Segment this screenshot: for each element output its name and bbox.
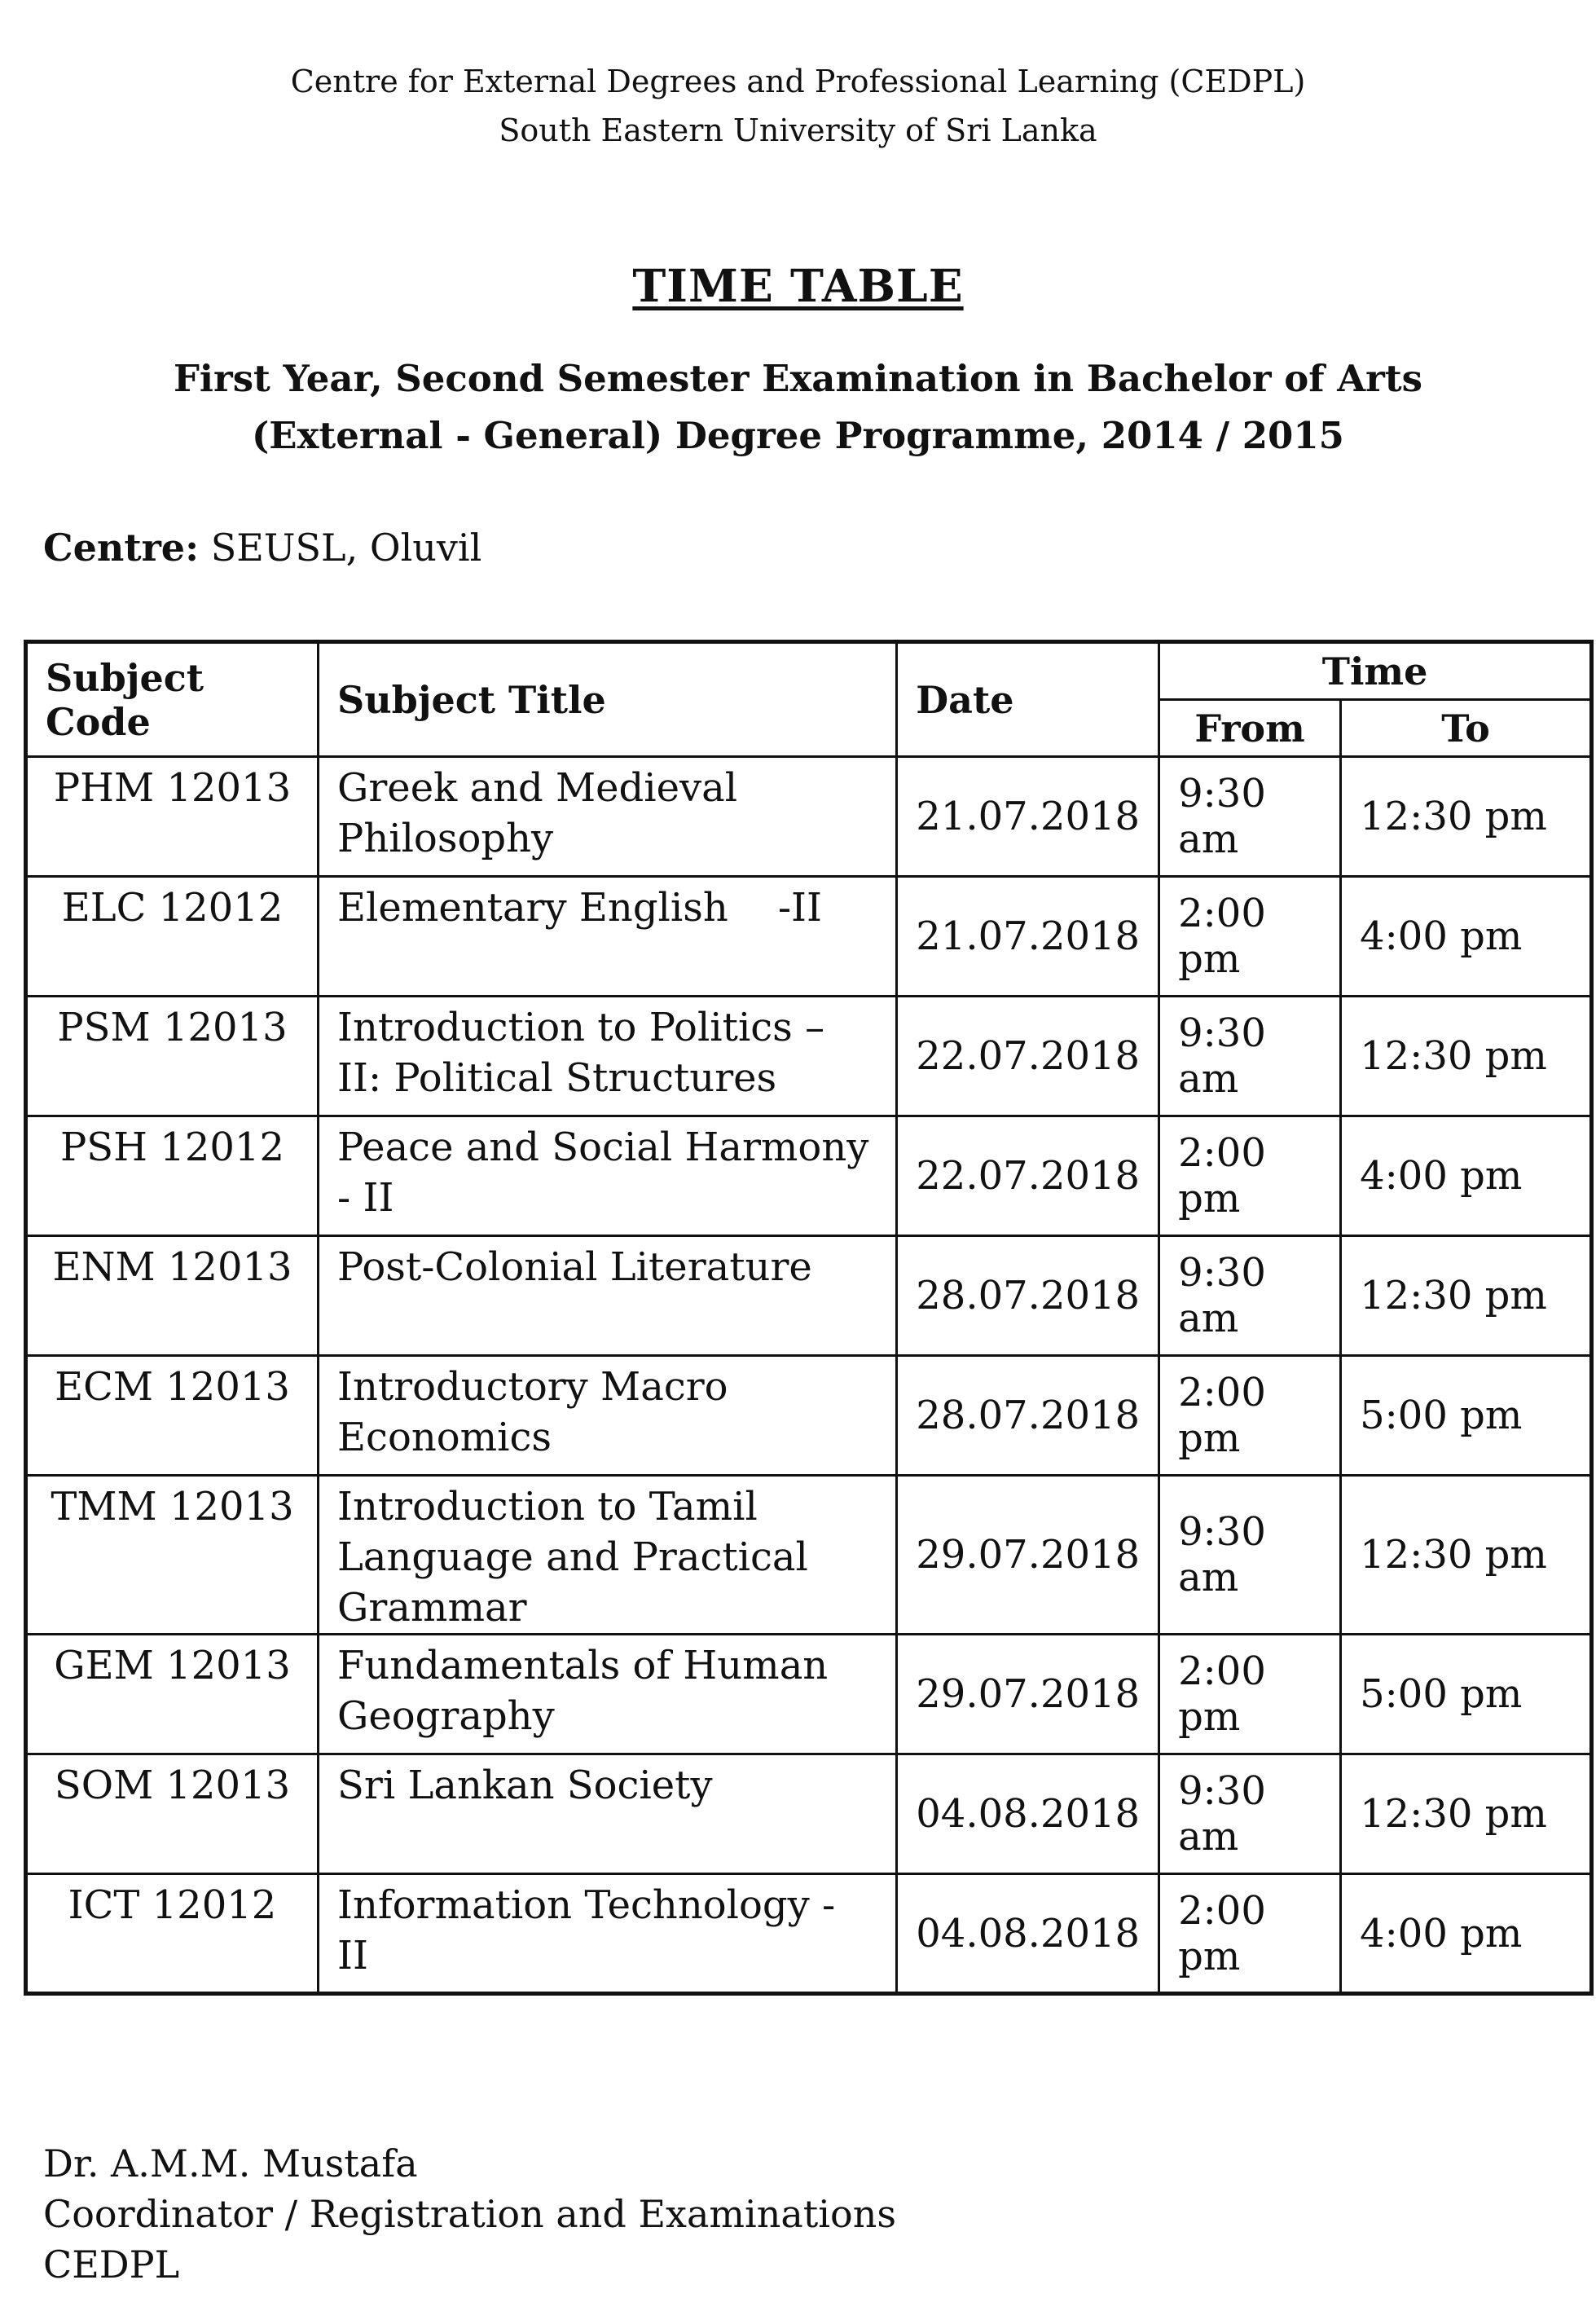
time-from-cell: 9:30 am bbox=[1159, 757, 1341, 877]
subject-code-cell: PSH 12012 bbox=[26, 1116, 319, 1236]
header-subject-code: Subject Code bbox=[26, 642, 319, 757]
table-row bbox=[26, 997, 1592, 1116]
subject-title-cell: Introductory Macro Economics bbox=[319, 1356, 897, 1476]
page-title: TIME TABLE bbox=[632, 259, 964, 312]
subject-code-cell: GEM 12013 bbox=[26, 1635, 319, 1754]
subject-title-cell: Fundamentals of Human Geography bbox=[319, 1635, 897, 1754]
date-cell: 29.07.2018 bbox=[897, 1476, 1159, 1635]
table-row bbox=[26, 1476, 1592, 1635]
header-from: From bbox=[1159, 700, 1341, 757]
exam-subtitle-line1: First Year, Second Semester Examination in Bachelor of Arts bbox=[173, 357, 1423, 400]
institution-name: Centre for External Degrees and Professional Learning (CEDPL) bbox=[290, 64, 1306, 99]
date-cell: 22.07.2018 bbox=[897, 1116, 1159, 1236]
time-from-cell: 2:00 pm bbox=[1159, 1635, 1341, 1754]
university-name: South Eastern University of Sri Lanka bbox=[499, 112, 1097, 148]
time-to-cell: 12:30 pm bbox=[1341, 757, 1592, 877]
date-cell: 04.08.2018 bbox=[897, 1874, 1159, 1994]
date-cell: 22.07.2018 bbox=[897, 997, 1159, 1116]
header-to: To bbox=[1341, 700, 1592, 757]
time-to-cell: 4:00 pm bbox=[1341, 1116, 1592, 1236]
centre-label: Centre: bbox=[43, 526, 200, 570]
time-to-cell: 4:00 pm bbox=[1341, 877, 1592, 997]
table-row bbox=[26, 757, 1592, 877]
subject-title-cell: Sri Lankan Society bbox=[319, 1754, 897, 1874]
centre-line bbox=[43, 526, 481, 570]
time-to-cell: 4:00 pm bbox=[1341, 1874, 1592, 1994]
subject-title-cell: Information Technology - II bbox=[319, 1874, 897, 1994]
signatory-name: Dr. A.M.M. Mustafa bbox=[43, 2141, 418, 2185]
subject-code-cell: TMM 12013 bbox=[26, 1476, 319, 1635]
time-to-cell: 12:30 pm bbox=[1341, 1754, 1592, 1874]
date-cell: 21.07.2018 bbox=[897, 757, 1159, 877]
subject-title-cell: Introduction to Politics – II: Political Structures bbox=[319, 997, 897, 1116]
header-time: Time bbox=[1159, 642, 1592, 700]
date-cell: 29.07.2018 bbox=[897, 1635, 1159, 1754]
table-row bbox=[26, 1356, 1592, 1476]
time-from-cell: 2:00 pm bbox=[1159, 877, 1341, 997]
table-row bbox=[26, 1874, 1592, 1994]
subject-code-cell: ENM 12013 bbox=[26, 1236, 319, 1356]
exam-subtitle-line2: (External - General) Degree Programme, 2014 / 2015 bbox=[252, 414, 1344, 457]
time-to-cell: 5:00 pm bbox=[1341, 1635, 1592, 1754]
time-to-cell: 12:30 pm bbox=[1341, 1236, 1592, 1356]
subject-title-cell: Peace and Social Harmony - II bbox=[319, 1116, 897, 1236]
signatory-unit: CEDPL bbox=[43, 2243, 180, 2287]
time-from-cell: 2:00 pm bbox=[1159, 1116, 1341, 1236]
table-row bbox=[26, 1635, 1592, 1754]
time-from-cell: 9:30 am bbox=[1159, 1754, 1341, 1874]
time-to-cell: 5:00 pm bbox=[1341, 1356, 1592, 1476]
subject-code-cell: ICT 12012 bbox=[26, 1874, 319, 1994]
time-from-cell: 2:00 pm bbox=[1159, 1356, 1341, 1476]
time-to-cell: 12:30 pm bbox=[1341, 1476, 1592, 1635]
time-to-cell: 12:30 pm bbox=[1341, 997, 1592, 1116]
table-row bbox=[26, 877, 1592, 997]
table-row bbox=[26, 1116, 1592, 1236]
subject-code-cell: SOM 12013 bbox=[26, 1754, 319, 1874]
date-cell: 28.07.2018 bbox=[897, 1356, 1159, 1476]
date-cell: 28.07.2018 bbox=[897, 1236, 1159, 1356]
subject-title-cell: Greek and Medieval Philosophy bbox=[319, 757, 897, 877]
date-cell: 21.07.2018 bbox=[897, 877, 1159, 997]
time-from-cell: 9:30 am bbox=[1159, 1236, 1341, 1356]
centre-value: SEUSL, Oluvil bbox=[210, 526, 482, 570]
subject-code-cell: PHM 12013 bbox=[26, 757, 319, 877]
subject-title-cell: Post-Colonial Literature bbox=[319, 1236, 897, 1356]
table-row bbox=[26, 1236, 1592, 1356]
signatory-designation: Coordinator / Registration and Examinations bbox=[43, 2192, 896, 2236]
table-row bbox=[26, 1754, 1592, 1874]
subject-title-cell: Introduction to Tamil Language and Practical Grammar bbox=[319, 1476, 897, 1635]
timetable bbox=[24, 640, 1594, 1996]
subject-code-cell: ECM 12013 bbox=[26, 1356, 319, 1476]
subject-code-cell: PSM 12013 bbox=[26, 997, 319, 1116]
subject-code-cell: ELC 12012 bbox=[26, 877, 319, 997]
time-from-cell: 9:30 am bbox=[1159, 1476, 1341, 1635]
header-date: Date bbox=[897, 642, 1159, 757]
time-from-cell: 9:30 am bbox=[1159, 997, 1341, 1116]
date-cell: 04.08.2018 bbox=[897, 1754, 1159, 1874]
subject-title-cell: Elementary English -II bbox=[319, 877, 897, 997]
header-subject-title: Subject Title bbox=[319, 642, 897, 757]
time-from-cell: 2:00 pm bbox=[1159, 1874, 1341, 1994]
